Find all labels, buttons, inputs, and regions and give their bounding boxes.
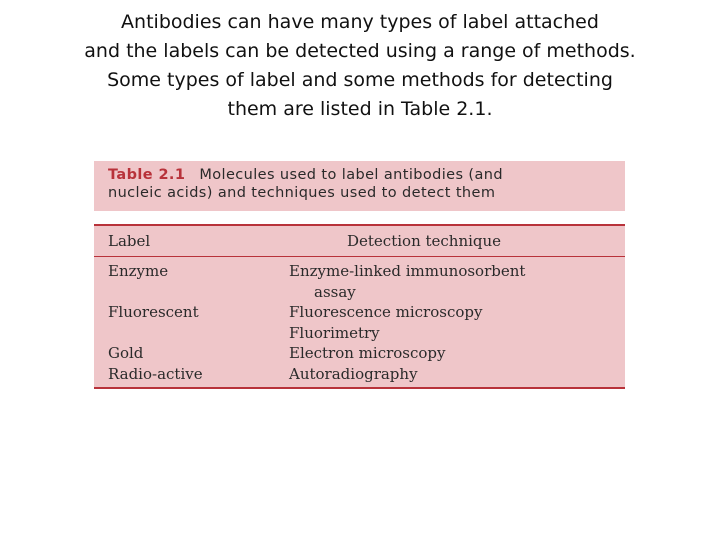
column-header-detection: Detection technique	[347, 232, 502, 250]
data-table	[94, 224, 625, 389]
detection-cell: Fluorescence microscopy	[289, 303, 483, 321]
caption-line: nucleic acids) and techniques used to detect them	[108, 185, 496, 201]
table-header	[94, 226, 625, 257]
intro-line: them are listed in Table 2.1.	[227, 98, 493, 120]
label-cell: Gold	[108, 344, 144, 362]
label-cell: Fluorescent	[108, 303, 199, 321]
label-cell: Radio-active	[108, 365, 203, 383]
detection-cell: Enzyme-linked immunosorbent	[289, 262, 526, 280]
intro-line: Some types of label and some methods for detecting	[107, 69, 613, 91]
intro-line: and the labels can be detected using a range of methods.	[84, 40, 636, 62]
column-header-label: Label	[108, 232, 151, 250]
label-cell: Enzyme	[108, 262, 169, 280]
detection-cell: Fluorimetry	[289, 324, 380, 342]
detection-cell: Autoradiography	[289, 365, 418, 383]
caption-line: Molecules used to label antibodies (and	[199, 167, 503, 183]
intro-line: Antibodies can have many types of label attached	[121, 11, 599, 33]
detection-cell: assay	[314, 283, 356, 301]
table-caption	[94, 161, 625, 211]
detection-cell: Electron microscopy	[289, 344, 446, 362]
intro-paragraph	[40, 8, 680, 124]
table-number: Table 2.1	[108, 167, 186, 183]
